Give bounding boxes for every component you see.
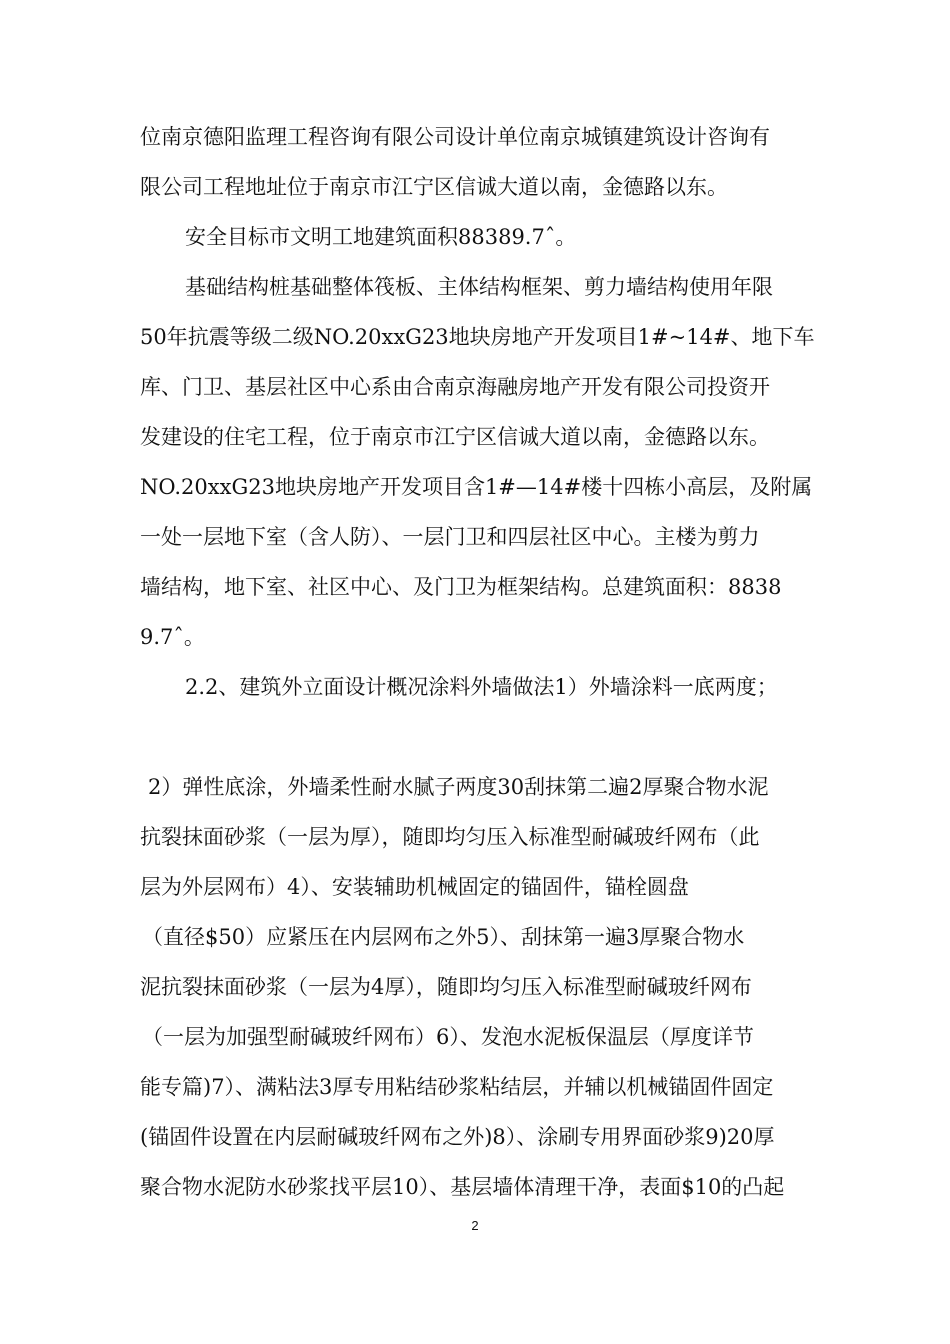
text-line: 安全目标市文明工地建筑面积88389.7ˆ。 — [185, 225, 577, 249]
text-line: (锚固件设置在内层耐碱玻纤网布之外)8）、涂刷专用界面砂浆9)20厚 — [140, 1125, 775, 1149]
text-line: NO.20xxG23地块房地产开发项目含1#—14#楼十四栋小高层，及附属 — [140, 475, 813, 499]
text-line: （直径$50）应紧压在内层网布之外5）、刮抹第一遍3厚聚合物水 — [142, 925, 745, 949]
page-number: 2 — [471, 1218, 479, 1233]
text-line: 限公司工程地址位于南京市江宁区信诚大道以南，金德路以东。 — [140, 175, 728, 199]
text-line: 层为外层网布）4）、安装辅助机械固定的锚固件，锚栓圆盘 — [140, 875, 689, 899]
text-line: （一层为加强型耐碱玻纤网布）6）、发泡水泥板保温层（厚度详节 — [142, 1025, 754, 1049]
text-line: 基础结构桩基础整体筏板、主体结构框架、剪力墙结构使用年限 — [185, 275, 773, 299]
text-line: 位南京德阳监理工程咨询有限公司设计单位南京城镇建筑设计咨询有 — [140, 125, 770, 149]
text-line: 发建设的住宅工程，位于南京市江宁区信诚大道以南，金德路以东。 — [140, 425, 770, 449]
text-line: 聚合物水泥防水砂浆找平层10）、基层墙体清理干净，表面$10的凸起 — [140, 1175, 785, 1199]
text-line: 2.2、建筑外立面设计概况涂料外墙做法1）外墙涂料一底两度； — [185, 675, 778, 699]
text-line: 50年抗震等级二级NO.20xxG23地块房地产开发项目1#~14#、地下车 — [140, 325, 815, 349]
text-line: 9.7ˆ。 — [140, 625, 205, 649]
text-line: 一处一层地下室（含人防）、一层门卫和四层社区中心。主楼为剪力 — [140, 525, 760, 549]
text-line: 墙结构，地下室、社区中心、及门卫为框架结构。总建筑面积：8838 — [140, 575, 782, 599]
text-line: 抗裂抹面砂浆（一层为厚），随即均匀压入标准型耐碱玻纤网布（此 — [140, 825, 760, 849]
text-line: 2）弹性底涂，外墙柔性耐水腻子两度30刮抹第二遍2厚聚合物水泥 — [148, 775, 769, 799]
text-line: 能专篇)7）、满粘法3厚专用粘结砂浆粘结层，并辅以机械锚固件固定 — [140, 1075, 774, 1099]
text-line: 库、门卫、基层社区中心系由合南京海融房地产开发有限公司投资开 — [140, 375, 770, 399]
text-line: 泥抗裂抹面砂浆（一层为4厚），随即均匀压入标准型耐碱玻纤网布 — [140, 975, 752, 999]
